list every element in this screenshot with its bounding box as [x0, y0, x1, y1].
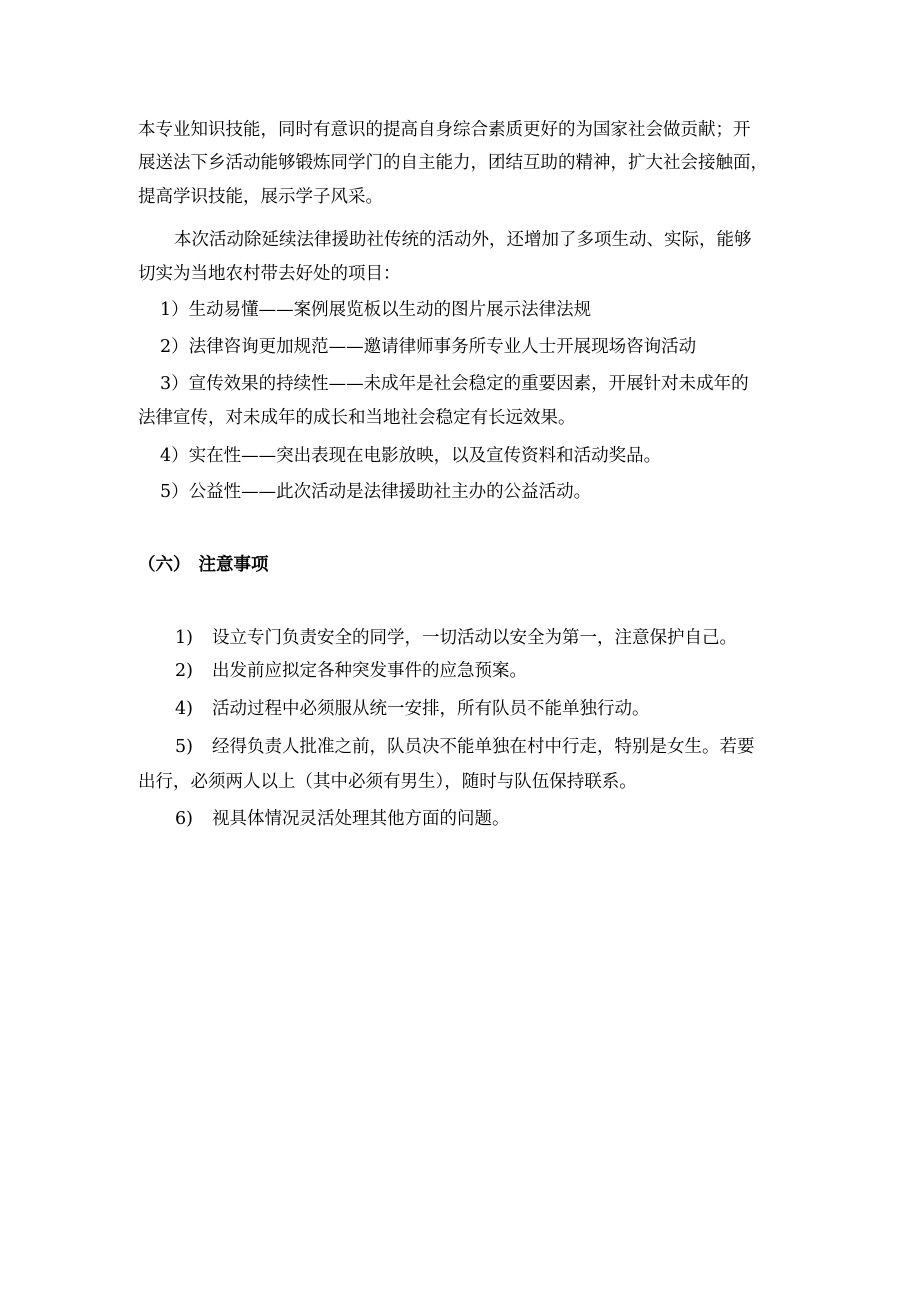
section-title: 注意事项: [198, 555, 269, 575]
feature-item-1: [160, 297, 591, 323]
feature-item-3: [160, 371, 749, 397]
feature-text: 实在性——突出表现在电影放映，以及宣传资料和活动奖品。: [188, 446, 662, 466]
feature-number: 2）: [160, 337, 189, 357]
para1-line-1: 本专业知识技能，同时有意识的提高自身综合素质更好的为国家社会做贡献；开: [138, 120, 751, 140]
feature-text: 生动易懂——案例展览板以生动的图片展示法律法规: [188, 300, 592, 320]
feature-item-3-continuation: 法律宣传，对未成年的成长和当地社会稳定有长远效果。: [138, 408, 576, 428]
note-item-5-continuation: 出行，必须两人以上（其中必须有男生），随时与队伍保持联系。: [138, 772, 637, 792]
note-text: 经得负责人批准之前，队员决不能单独在村中行走，特别是女生。若要: [212, 737, 755, 757]
feature-item-2: [160, 334, 696, 360]
note-text: 活动过程中必须服从统一安排，所有队员不能单独行动。: [212, 699, 650, 719]
feature-item-4: [160, 443, 661, 469]
note-number: 1): [175, 628, 193, 648]
para1-line-3: 提高学识技能，展示学子风采。: [138, 187, 383, 207]
feature-text: 公益性——此次活动是法律援助社主办的公益活动。: [188, 482, 592, 502]
note-number: 4): [175, 699, 193, 719]
section-heading: [138, 552, 269, 578]
section-number: （六）: [138, 555, 191, 575]
feature-text: 法律咨询更加规范——邀请律师事务所专业人士开展现场咨询活动: [188, 337, 697, 357]
note-text: 视具体情况灵活处理其他方面的问题。: [212, 809, 510, 829]
para2-line-2: 切实为当地农村带去好处的项目：: [138, 264, 401, 284]
note-item-6: [175, 806, 510, 832]
note-number: 2): [175, 661, 193, 681]
note-text: 设立专门负责安全的同学，一切活动以安全为第一，注意保护自己。: [212, 628, 737, 648]
note-item-2: [175, 658, 527, 684]
feature-number: 5）: [160, 482, 189, 502]
note-item-1: [175, 625, 737, 651]
para1-line-2: 展送法下乡活动能够锻炼同学门的自主能力，团结互助的精神，扩大社会接触面，: [138, 153, 768, 173]
feature-text: 宣传效果的持续性——未成年是社会稳定的重要因素，开展针对未成年的: [188, 374, 749, 394]
feature-number: 3）: [160, 374, 189, 394]
note-number: 5): [175, 737, 193, 757]
note-text: 出发前应拟定各种突发事件的应急预案。: [212, 661, 527, 681]
note-item-4: [175, 696, 650, 722]
note-number: 6): [175, 809, 193, 829]
feature-item-5: [160, 479, 591, 505]
note-item-5: [175, 734, 755, 760]
para2-line-1: 本次活动除延续法律援助社传统的活动外，还增加了多项生动、实际，能够: [174, 230, 752, 250]
feature-number: 4）: [160, 446, 189, 466]
feature-number: 1）: [160, 300, 189, 320]
